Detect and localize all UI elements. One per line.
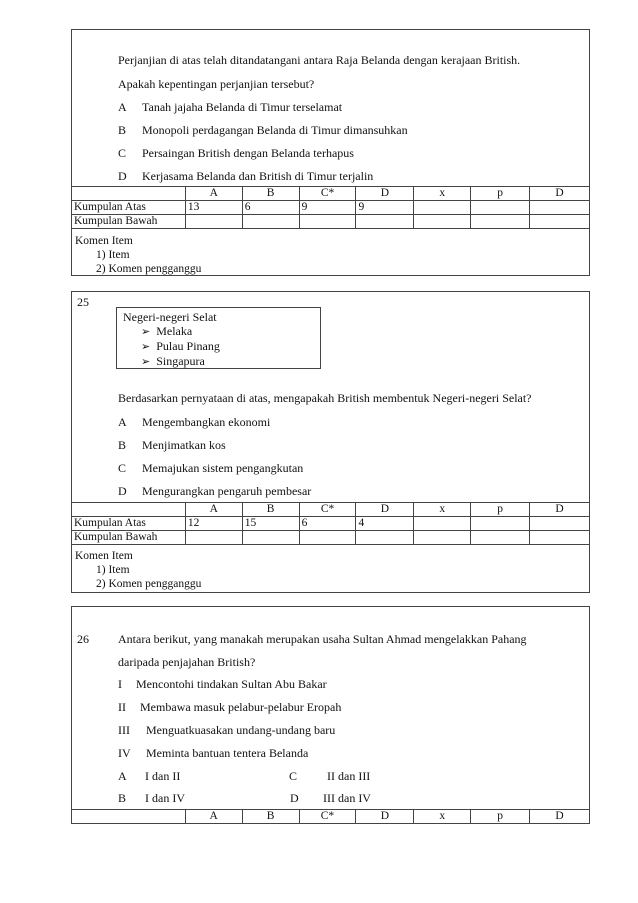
- arrow-bullet-icon: ➢: [141, 326, 151, 338]
- q26-choice-d-text: III dan IV: [323, 791, 371, 805]
- q25-option-b-letter: B: [118, 438, 127, 452]
- cell-bawah-a: [185, 531, 242, 545]
- header-p: p: [471, 503, 530, 517]
- cell-atas-c: 6: [299, 517, 356, 531]
- header-d: D: [356, 810, 414, 824]
- q26-statement-1-num: I: [118, 677, 122, 691]
- row-label-kumpulan-bawah: Kumpulan Bawah: [72, 531, 186, 545]
- cell-bawah-x: [414, 531, 471, 545]
- cell-bawah-b: [242, 215, 299, 229]
- cell-atas-b: 6: [242, 201, 299, 215]
- q25-number: 25: [77, 295, 89, 309]
- q25-komen-pengganggu: 2) Komen pengganggu: [96, 578, 202, 590]
- q25-option-a-letter: A: [118, 415, 127, 429]
- q26-statement-3-text: Menguatkuasakan undang-undang baru: [146, 723, 336, 737]
- header-a: A: [185, 810, 242, 824]
- q24-komen-pengganggu: 2) Komen pengganggu: [96, 263, 202, 275]
- q26-choice-d-letter: D: [290, 791, 299, 805]
- q26-stem-line-1: Antara berikut, yang manakah merupakan usaha Sultan Ahmad mengelakkan Pahang: [118, 632, 527, 646]
- q24-komen-item: 1) Item: [96, 249, 130, 261]
- q25-stimulus-box: [116, 307, 321, 369]
- q26-statement-3-num: III: [118, 723, 130, 737]
- q25-komen-item: 1) Item: [96, 564, 130, 576]
- q25-option-c-letter: C: [118, 461, 127, 475]
- table-corner-cell: [72, 503, 186, 517]
- q24-stem-line-1: Perjanjian di atas telah ditandatangani antara Raja Belanda dengan kerajaan British.: [118, 53, 521, 67]
- header-c-key: C*: [299, 187, 356, 201]
- cell-atas-p: [471, 201, 530, 215]
- cell-bawah-disc: [530, 215, 590, 229]
- q25-option-a-text: Mengembangkan ekonomi: [142, 415, 271, 429]
- cell-bawah-a: [185, 215, 242, 229]
- q26-number: 26: [77, 632, 89, 646]
- q24-option-a-text: Tanah jajaha Belanda di Timur terselamat: [142, 100, 343, 114]
- q26-choice-b-letter: B: [118, 791, 127, 805]
- cell-bawah-c: [299, 215, 356, 229]
- header-a: A: [185, 503, 242, 517]
- q26-statement-1-text: Mencontohi tindakan Sultan Abu Bakar: [136, 677, 327, 691]
- q24-komen-title: Komen Item: [75, 235, 133, 247]
- q24-option-a-letter: A: [118, 100, 127, 114]
- cell-atas-d: 9: [356, 201, 414, 215]
- cell-bawah-p: [471, 215, 530, 229]
- table-corner-cell: [72, 810, 186, 824]
- header-b: B: [242, 187, 299, 201]
- q26-choice-b-text: I dan IV: [145, 791, 185, 805]
- cell-atas-b: 15: [242, 517, 299, 531]
- header-c-key: C*: [299, 503, 356, 517]
- header-b: B: [242, 810, 299, 824]
- q25-komen-title: Komen Item: [75, 550, 133, 562]
- q25-option-d-letter: D: [118, 484, 127, 498]
- cell-atas-a: 12: [185, 517, 242, 531]
- q25-box-item-3: ➢ Singapura: [141, 354, 205, 368]
- cell-atas-a: 13: [185, 201, 242, 215]
- cell-atas-disc: [530, 517, 590, 531]
- header-discrimination: D: [530, 503, 590, 517]
- q26-statement-4-text: Meminta bantuan tentera Belanda: [146, 746, 309, 760]
- cell-bawah-c: [299, 531, 356, 545]
- q26-choice-c-text: II dan III: [327, 769, 371, 783]
- arrow-bullet-icon: ➢: [141, 356, 151, 368]
- cell-bawah-d: [356, 215, 414, 229]
- q24-option-c-letter: C: [118, 146, 127, 160]
- q25-box-item-1: ➢ Melaka: [141, 324, 193, 338]
- header-c-key: C*: [299, 810, 356, 824]
- header-x: x: [414, 810, 471, 824]
- q25-stem-line-1: Berdasarkan pernyataan di atas, mengapakah British membentuk Negeri-negeri Selat?: [118, 391, 532, 405]
- q25-option-c-text: Memajukan sistem pengangkutan: [142, 461, 304, 475]
- cell-atas-c: 9: [299, 201, 356, 215]
- header-a: A: [185, 187, 242, 201]
- q24-option-b-text: Monopoli perdagangan Belanda di Timur dimansuhkan: [142, 123, 408, 137]
- q26-statement-2-text: Membawa masuk pelabur-pelabur Eropah: [140, 700, 342, 714]
- header-d: D: [356, 503, 414, 517]
- cell-bawah-d: [356, 531, 414, 545]
- q24-stem-line-2: Apakah kepentingan perjanjian tersebut?: [118, 77, 315, 91]
- q25-box-title: Negeri-negeri Selat: [123, 310, 217, 324]
- table-corner-cell: [72, 187, 186, 201]
- cell-atas-d: 4: [356, 517, 414, 531]
- header-p: p: [471, 187, 530, 201]
- question-24-block: [71, 29, 590, 276]
- q25-box-item-2: ➢ Pulau Pinang: [141, 339, 220, 353]
- row-label-kumpulan-bawah: Kumpulan Bawah: [72, 215, 186, 229]
- header-discrimination: D: [530, 810, 590, 824]
- q26-statement-4-num: IV: [118, 746, 131, 760]
- header-x: x: [414, 187, 471, 201]
- q25-analysis-table: [71, 502, 590, 545]
- q24-analysis-table: [71, 186, 590, 229]
- q25-option-b-text: Menjimatkan kos: [142, 438, 226, 452]
- q24-option-c-text: Persaingan British dengan Belanda terhapus: [142, 146, 354, 160]
- q24-option-b-letter: B: [118, 123, 127, 137]
- header-d: D: [356, 187, 414, 201]
- question-26-block: [71, 606, 590, 824]
- cell-bawah-b: [242, 531, 299, 545]
- cell-atas-x: [414, 201, 471, 215]
- cell-bawah-x: [414, 215, 471, 229]
- q26-choice-c-letter: C: [289, 769, 298, 783]
- q26-stem-line-2: daripada penjajahan British?: [118, 655, 256, 669]
- q26-choice-a-text: I dan II: [145, 769, 181, 783]
- header-x: x: [414, 503, 471, 517]
- q26-statement-2-num: II: [118, 700, 126, 714]
- q25-option-d-text: Mengurangkan pengaruh pembesar: [142, 484, 312, 498]
- header-discrimination: D: [530, 187, 590, 201]
- cell-bawah-p: [471, 531, 530, 545]
- cell-bawah-disc: [530, 531, 590, 545]
- cell-atas-p: [471, 517, 530, 531]
- cell-atas-x: [414, 517, 471, 531]
- arrow-bullet-icon: ➢: [141, 341, 151, 353]
- q24-option-d-letter: D: [118, 169, 127, 183]
- q26-analysis-table: [71, 809, 590, 824]
- question-25-block: [71, 291, 590, 593]
- row-label-kumpulan-atas: Kumpulan Atas: [72, 517, 186, 531]
- q24-option-d-text: Kerjasama Belanda dan British di Timur terjalin: [142, 169, 374, 183]
- header-p: p: [471, 810, 530, 824]
- cell-atas-disc: [530, 201, 590, 215]
- row-label-kumpulan-atas: Kumpulan Atas: [72, 201, 186, 215]
- q26-choice-a-letter: A: [118, 769, 127, 783]
- header-b: B: [242, 503, 299, 517]
